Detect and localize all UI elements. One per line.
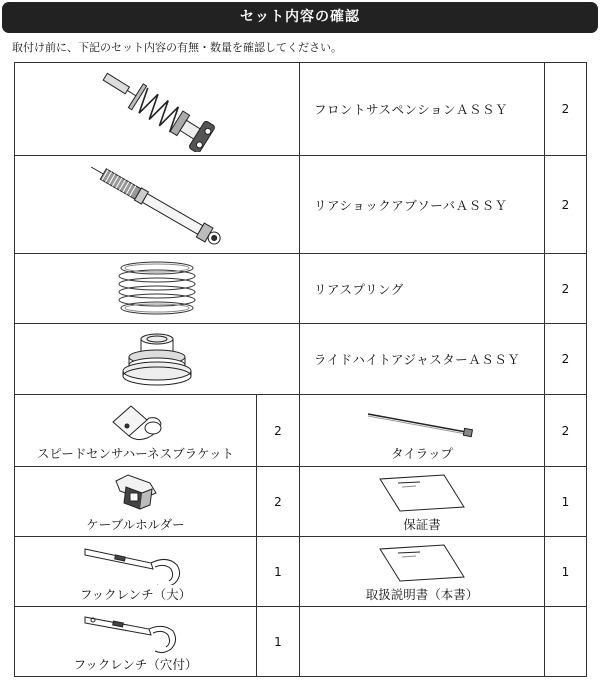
table-row bbox=[15, 607, 587, 677]
item-name-speed-sensor-bracket: スピードセンサハーネスブラケット bbox=[36, 445, 235, 461]
item-name-rear-spring: リアスプリング bbox=[300, 254, 545, 324]
illustration-cell bbox=[15, 156, 300, 254]
table-row bbox=[15, 467, 587, 537]
illustration-cell bbox=[300, 395, 545, 467]
section-title: セット内容の確認 bbox=[240, 9, 360, 25]
instruction-manual-illustration bbox=[372, 541, 472, 585]
item-qty: 2 bbox=[257, 467, 300, 537]
table-row bbox=[15, 254, 587, 324]
item-qty: 2 bbox=[545, 156, 587, 254]
empty-cell bbox=[300, 607, 545, 677]
illustration-cell bbox=[15, 607, 257, 677]
item-qty: 2 bbox=[545, 395, 587, 467]
item-name-front-suspension: フロントサスペンションＡＳＳＹ bbox=[300, 63, 545, 156]
item-name-rear-shock: リアショックアブソーバＡＳＳＹ bbox=[300, 156, 545, 254]
item-name-cable-holder: ケーブルホルダー bbox=[86, 516, 185, 532]
cable-holder-illustration bbox=[106, 471, 166, 515]
ride-height-adjuster-illustration bbox=[117, 329, 197, 389]
illustration-cell bbox=[300, 467, 545, 537]
item-qty: 1 bbox=[545, 467, 587, 537]
warranty-card-illustration bbox=[372, 471, 472, 515]
item-qty: 2 bbox=[545, 254, 587, 324]
item-qty: 1 bbox=[257, 537, 300, 607]
item-qty: 1 bbox=[545, 537, 587, 607]
table-row bbox=[15, 156, 587, 254]
front-suspension-illustration bbox=[82, 67, 232, 152]
illustration-cell bbox=[15, 395, 257, 467]
item-name-tie-wrap: タイラップ bbox=[390, 445, 453, 461]
item-name-hook-wrench-with-hole: フックレンチ（穴付） bbox=[73, 656, 198, 672]
intro-text: 取付け前に、下記のセット内容の有無・数量を確認してください。 bbox=[12, 41, 342, 54]
item-name-instruction-manual: 取扱説明書（本書） bbox=[365, 586, 479, 602]
hook-wrench-with-hole-illustration bbox=[81, 611, 191, 655]
item-qty: 2 bbox=[545, 63, 587, 156]
table-row bbox=[15, 395, 587, 467]
item-name-ride-height-adjuster: ライドハイトアジャスターＡＳＳＹ bbox=[300, 324, 545, 395]
illustration-cell bbox=[15, 324, 300, 395]
illustration-cell bbox=[15, 254, 300, 324]
tie-wrap-illustration bbox=[362, 400, 482, 444]
rear-shock-illustration bbox=[77, 159, 237, 251]
item-qty: 1 bbox=[257, 607, 300, 677]
item-name-hook-wrench-large: フックレンチ（大） bbox=[79, 586, 192, 602]
table-row bbox=[15, 63, 587, 156]
table-row bbox=[15, 324, 587, 395]
contents-table bbox=[14, 62, 587, 677]
illustration-cell bbox=[15, 63, 300, 156]
speed-sensor-bracket-illustration bbox=[101, 400, 171, 444]
rear-spring-illustration bbox=[112, 258, 202, 320]
illustration-cell bbox=[15, 467, 257, 537]
item-qty: 2 bbox=[257, 395, 300, 467]
illustration-cell bbox=[15, 537, 257, 607]
item-qty: 2 bbox=[545, 324, 587, 395]
item-name-warranty: 保証書 bbox=[403, 516, 441, 532]
section-title-banner bbox=[2, 2, 598, 33]
table-row bbox=[15, 537, 587, 607]
empty-qty-cell bbox=[545, 607, 587, 677]
hook-wrench-large-illustration bbox=[81, 541, 191, 585]
illustration-cell bbox=[300, 537, 545, 607]
